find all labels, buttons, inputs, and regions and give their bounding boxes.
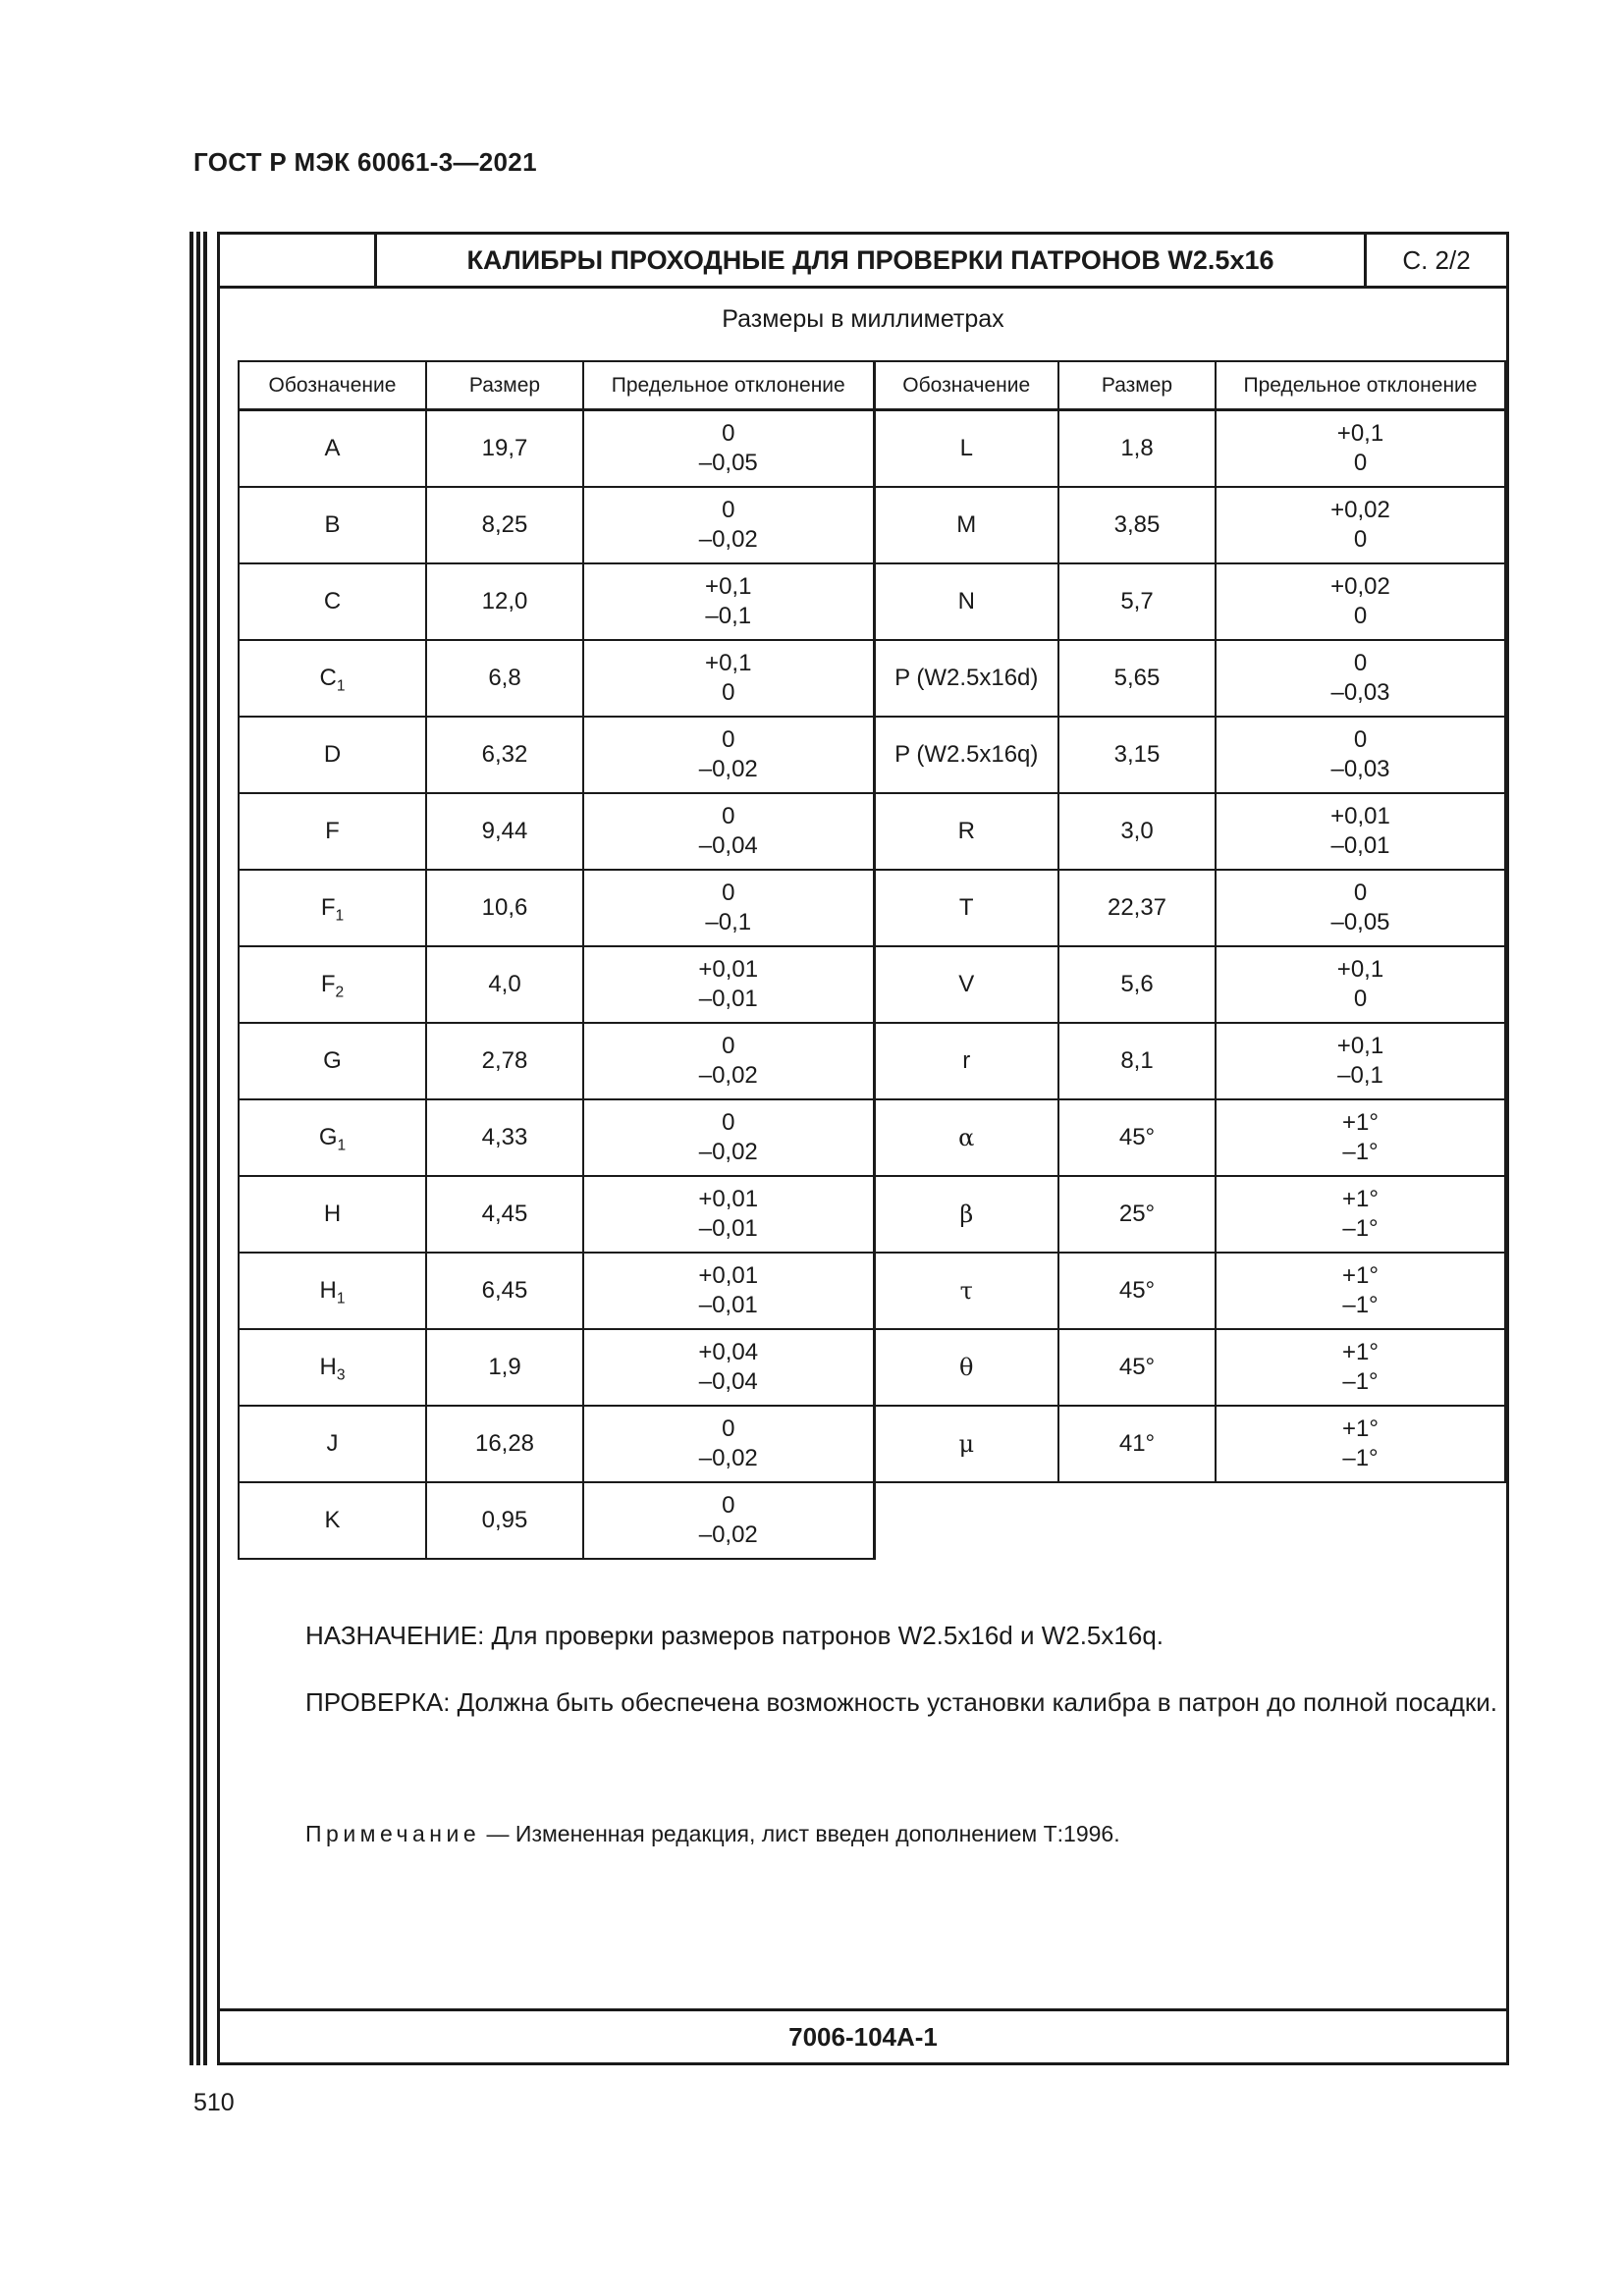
tolerance-cell	[583, 1482, 874, 1559]
table-row	[239, 640, 1505, 717]
column-header: Предельное отклонение	[1216, 361, 1505, 410]
lower-deviation: –0,01	[1330, 832, 1390, 859]
lower-deviation: –0,01	[698, 1215, 758, 1242]
note-label: Примечание	[305, 1821, 481, 1846]
upper-deviation: +0,1	[1336, 956, 1384, 983]
size-cell: 19,7	[426, 410, 583, 488]
designation-cell: P (W2.5x16d)	[874, 640, 1058, 717]
tolerance-cell	[583, 563, 874, 640]
lower-deviation: –0,01	[698, 1292, 758, 1318]
upper-deviation: +0,1	[1336, 420, 1384, 447]
size-cell: 45°	[1058, 1099, 1216, 1176]
tolerance-cell	[1216, 410, 1505, 488]
upper-deviation: +0,04	[698, 1339, 759, 1365]
designation-cell	[239, 1176, 426, 1253]
table-row	[239, 1406, 1505, 1482]
designation-symbol: G	[323, 1047, 342, 1074]
upper-deviation: 0	[722, 1109, 735, 1136]
designation-symbol: H	[319, 1277, 337, 1304]
size-cell: 41°	[1058, 1406, 1216, 1482]
designation-cell	[239, 1023, 426, 1099]
designation-symbol: B	[324, 511, 341, 538]
table-row	[239, 946, 1505, 1023]
sheet-page: С. 2/2	[1364, 235, 1506, 286]
tolerance-cell	[583, 1099, 874, 1176]
table-row	[239, 410, 1505, 488]
lower-deviation: 0	[1353, 603, 1368, 629]
table-row	[239, 1176, 1505, 1253]
purpose-text: НАЗНАЧЕНИЕ: Для проверки размеров патронов W2.5x16d и W2.5x16q.	[305, 1621, 1164, 1650]
designation-cell	[239, 1406, 426, 1482]
size-cell: 2,78	[426, 1023, 583, 1099]
designation-subscript: 1	[336, 1290, 346, 1308]
table-row	[239, 1482, 1505, 1559]
lower-deviation: –0,02	[698, 1445, 758, 1471]
size-cell: 45°	[1058, 1329, 1216, 1406]
tolerance-cell	[583, 1253, 874, 1329]
table-row	[239, 1253, 1505, 1329]
tolerance-cell	[583, 640, 874, 717]
size-cell: 4,0	[426, 946, 583, 1023]
designation-cell: α	[874, 1099, 1058, 1176]
designation-symbol: K	[324, 1507, 341, 1533]
tolerance-cell	[1216, 946, 1505, 1023]
size-cell: 3,0	[1058, 793, 1216, 870]
designation-cell	[239, 870, 426, 946]
dimensions-table	[238, 360, 1506, 1560]
size-cell: 25°	[1058, 1176, 1216, 1253]
size-cell: 0,95	[426, 1482, 583, 1559]
tolerance-cell	[583, 410, 874, 488]
designation-symbol: A	[324, 435, 341, 461]
upper-deviation: 0	[1353, 726, 1368, 753]
designation-symbol: F	[325, 818, 340, 844]
designation-symbol: F	[320, 894, 336, 921]
size-cell: 3,15	[1058, 717, 1216, 793]
lower-deviation: –0,05	[1330, 909, 1390, 935]
size-cell: 9,44	[426, 793, 583, 870]
tolerance-cell	[1216, 1023, 1505, 1099]
upper-deviation: +0,01	[698, 956, 759, 983]
designation-cell: M	[874, 487, 1058, 563]
size-cell: 8,25	[426, 487, 583, 563]
lower-deviation: –0,02	[698, 1139, 758, 1165]
standard-header: ГОСТ Р МЭК 60061-3—2021	[193, 147, 537, 177]
lower-deviation: –1°	[1342, 1215, 1379, 1242]
designation-subscript: 1	[337, 1137, 347, 1154]
lower-deviation: –0,02	[698, 526, 758, 553]
tolerance-cell	[1216, 1253, 1505, 1329]
lower-deviation: 0	[1353, 526, 1368, 553]
margin-rule	[203, 232, 207, 2065]
designation-cell: N	[874, 563, 1058, 640]
size-cell: 5,7	[1058, 563, 1216, 640]
designation-cell	[239, 1253, 426, 1329]
designation-cell	[239, 563, 426, 640]
page-number: 510	[193, 2089, 235, 2116]
upper-deviation: 0	[722, 726, 735, 753]
upper-deviation: +0,02	[1330, 573, 1390, 600]
note-text	[305, 1817, 1493, 1851]
check-text: ПРОВЕРКА: Должна быть обеспечена возможность установки калибра в патрон до полной посадки.	[305, 1687, 1498, 1717]
tolerance-cell	[1216, 1099, 1505, 1176]
size-cell: 12,0	[426, 563, 583, 640]
table-row	[239, 487, 1505, 563]
size-cell: 4,33	[426, 1099, 583, 1176]
column-header: Размер	[1058, 361, 1216, 410]
size-cell: 6,32	[426, 717, 583, 793]
table-row	[239, 717, 1505, 793]
table-header-row	[239, 361, 1505, 410]
designation-subscript: 1	[335, 907, 345, 925]
upper-deviation: +0,1	[705, 573, 752, 600]
lower-deviation: –0,1	[1337, 1062, 1383, 1089]
lower-deviation: –0,02	[698, 1062, 758, 1089]
designation-cell	[239, 717, 426, 793]
designation-cell	[239, 487, 426, 563]
designation-cell	[239, 1482, 426, 1559]
designation-cell: β	[874, 1176, 1058, 1253]
upper-deviation: +0,1	[1336, 1033, 1384, 1059]
upper-deviation: 0	[722, 803, 735, 829]
tolerance-cell	[583, 870, 874, 946]
lower-deviation: 0	[1353, 986, 1368, 1012]
upper-deviation: +0,01	[698, 1186, 759, 1212]
table-row	[239, 1023, 1505, 1099]
table-row	[239, 793, 1505, 870]
note-body: — Измененная редакция, лист введен дополнением Т:1996.	[480, 1821, 1120, 1846]
upper-deviation: 0	[722, 1415, 735, 1442]
upper-deviation: 0	[722, 880, 735, 906]
lower-deviation: –0,1	[705, 909, 752, 935]
designation-subscript: 3	[336, 1366, 346, 1384]
designation-cell	[239, 946, 426, 1023]
lower-deviation: –1°	[1342, 1445, 1379, 1471]
upper-deviation: +1°	[1342, 1339, 1379, 1365]
tolerance-cell	[1216, 793, 1505, 870]
lower-deviation: –0,1	[705, 603, 752, 629]
upper-deviation: 0	[722, 420, 735, 447]
upper-deviation: 0	[722, 497, 735, 523]
lower-deviation: –0,03	[1330, 679, 1390, 706]
table-row	[239, 563, 1505, 640]
size-cell: 1,9	[426, 1329, 583, 1406]
designation-cell: L	[874, 410, 1058, 488]
lower-deviation: –0,05	[698, 450, 758, 476]
lower-deviation: 0	[1353, 450, 1368, 476]
lower-deviation: –0,03	[1330, 756, 1390, 782]
tolerance-cell	[1216, 717, 1505, 793]
units-caption: Размеры в миллиметрах	[722, 305, 1004, 333]
size-cell: 6,45	[426, 1253, 583, 1329]
designation-symbol: C	[323, 588, 342, 614]
table-row	[239, 870, 1505, 946]
column-header: Предельное отклонение	[583, 361, 874, 410]
designation-cell: V	[874, 946, 1058, 1023]
lower-deviation: –1°	[1342, 1139, 1379, 1165]
designation-cell	[239, 1099, 426, 1176]
designation-cell: T	[874, 870, 1058, 946]
upper-deviation: 0	[1353, 650, 1368, 676]
upper-deviation: +0,01	[698, 1262, 759, 1289]
designation-symbol: J	[326, 1430, 339, 1457]
tolerance-cell	[1216, 1406, 1505, 1482]
designation-cell: r	[874, 1023, 1058, 1099]
designation-symbol: C	[319, 665, 337, 691]
lower-deviation: –0,02	[698, 1522, 758, 1548]
designation-symbol: G	[318, 1124, 338, 1150]
designation-cell: R	[874, 793, 1058, 870]
tolerance-cell	[583, 793, 874, 870]
tolerance-cell	[583, 1023, 874, 1099]
upper-deviation: +1°	[1342, 1262, 1379, 1289]
tolerance-cell	[1216, 563, 1505, 640]
upper-deviation: +1°	[1342, 1186, 1379, 1212]
title-row	[220, 235, 1506, 289]
upper-deviation: +1°	[1342, 1109, 1379, 1136]
tolerance-cell	[1216, 870, 1505, 946]
column-header: Размер	[426, 361, 583, 410]
size-cell: 10,6	[426, 870, 583, 946]
column-header: Обозначение	[874, 361, 1058, 410]
designation-cell: τ	[874, 1253, 1058, 1329]
lower-deviation: –0,04	[698, 832, 758, 859]
table-row	[239, 1099, 1505, 1176]
designation-symbol: F	[320, 971, 336, 997]
upper-deviation: +0,02	[1330, 497, 1390, 523]
designation-symbol: H	[319, 1354, 337, 1380]
tolerance-cell	[1216, 1176, 1505, 1253]
size-cell: 6,8	[426, 640, 583, 717]
tolerance-cell	[583, 1329, 874, 1406]
designation-cell	[239, 410, 426, 488]
title-blank-cell	[220, 235, 377, 286]
designation-cell: P (W2.5x16q)	[874, 717, 1058, 793]
empty-cell	[874, 1482, 1505, 1559]
lower-deviation: 0	[722, 679, 735, 706]
lower-deviation: –1°	[1342, 1292, 1379, 1318]
designation-subscript: 2	[335, 984, 345, 1001]
designation-cell	[239, 640, 426, 717]
designation-symbol: D	[323, 741, 342, 768]
upper-deviation: 0	[722, 1492, 735, 1519]
size-cell: 22,37	[1058, 870, 1216, 946]
upper-deviation: +0,01	[1330, 803, 1390, 829]
designation-cell	[239, 793, 426, 870]
column-header: Обозначение	[239, 361, 426, 410]
size-cell: 16,28	[426, 1406, 583, 1482]
size-cell: 1,8	[1058, 410, 1216, 488]
upper-deviation: 0	[722, 1033, 735, 1059]
lower-deviation: –0,04	[698, 1368, 758, 1395]
designation-cell	[239, 1329, 426, 1406]
upper-deviation: +1°	[1342, 1415, 1379, 1442]
tolerance-cell	[1216, 640, 1505, 717]
tolerance-cell	[1216, 1329, 1505, 1406]
lower-deviation: –1°	[1342, 1368, 1379, 1395]
size-cell: 4,45	[426, 1176, 583, 1253]
margin-rule	[189, 232, 193, 2065]
table-row	[239, 1329, 1505, 1406]
designation-cell: θ	[874, 1329, 1058, 1406]
sheet-frame	[217, 232, 1509, 2065]
lower-deviation: –0,02	[698, 756, 758, 782]
tolerance-cell	[583, 1176, 874, 1253]
size-cell: 45°	[1058, 1253, 1216, 1329]
margin-rule	[196, 232, 200, 2065]
upper-deviation: +0,1	[705, 650, 752, 676]
sheet-code: 7006-104А-1	[220, 2008, 1506, 2062]
designation-symbol: H	[323, 1201, 342, 1227]
tolerance-cell	[583, 946, 874, 1023]
size-cell: 8,1	[1058, 1023, 1216, 1099]
upper-deviation: 0	[1353, 880, 1368, 906]
size-cell: 5,65	[1058, 640, 1216, 717]
tolerance-cell	[583, 487, 874, 563]
lower-deviation: –0,01	[698, 986, 758, 1012]
tolerance-cell	[583, 717, 874, 793]
sheet-title: КАЛИБРЫ ПРОХОДНЫЕ ДЛЯ ПРОВЕРКИ ПАТРОНОВ W2.5x16	[466, 245, 1274, 275]
tolerance-cell	[583, 1406, 874, 1482]
designation-subscript: 1	[336, 677, 346, 695]
size-cell: 5,6	[1058, 946, 1216, 1023]
size-cell: 3,85	[1058, 487, 1216, 563]
tolerance-cell	[1216, 487, 1505, 563]
designation-cell: μ	[874, 1406, 1058, 1482]
